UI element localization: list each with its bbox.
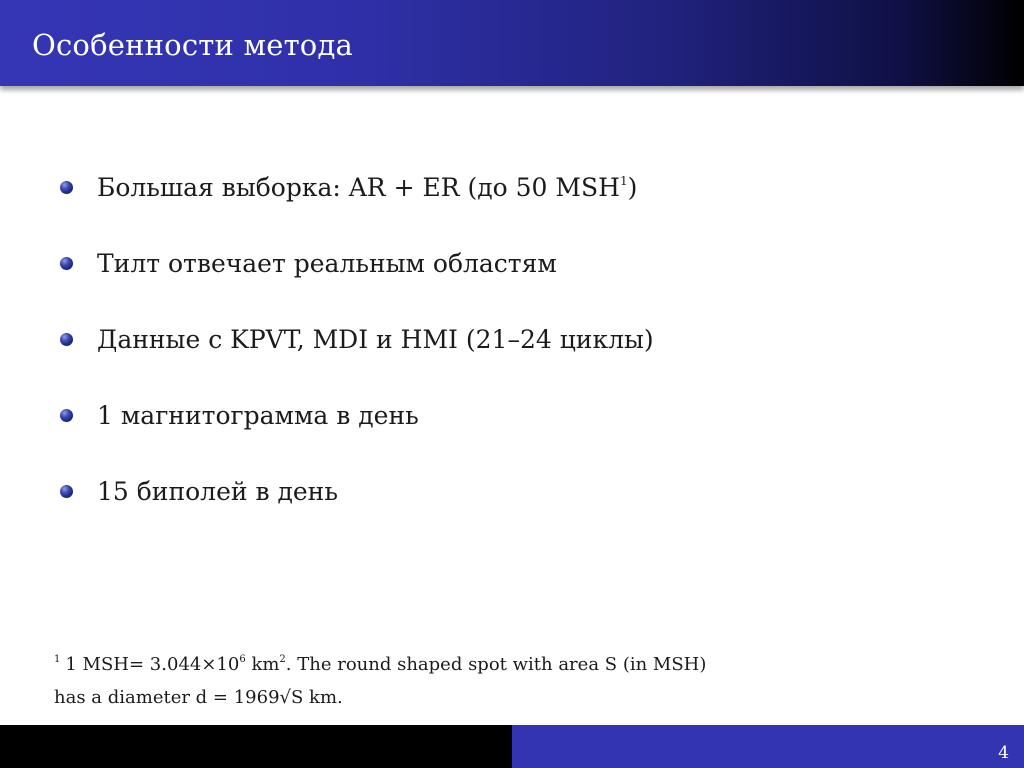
list-item-text: Тилт отвечает реальным областям xyxy=(97,249,557,278)
times-sign: × xyxy=(201,654,217,675)
footnote-mark: 1 xyxy=(54,654,61,665)
list-item-text: 1 магнитограмма в день xyxy=(97,401,419,430)
footnote-ref[interactable]: 1 xyxy=(619,173,628,188)
ball-bullet-icon xyxy=(60,257,73,270)
list-item-text: Данные с KPVT, MDI и HMI (21–24 циклы) xyxy=(97,325,654,354)
title-bar xyxy=(0,0,1024,86)
list-item-text: Большая выборка: AR + ER (до 50 MSH$^1$) xyxy=(97,173,638,202)
footer-right-bar xyxy=(512,725,1024,768)
ball-bullet-icon xyxy=(60,181,73,194)
footnote xyxy=(54,648,706,714)
footnote-line-2: has a diameter d = 1969√S km. xyxy=(54,687,343,708)
ball-bullet-icon xyxy=(60,485,73,498)
footer-left-bar xyxy=(0,725,512,768)
ball-bullet-icon xyxy=(60,333,73,346)
page-number: 4 xyxy=(998,743,1009,763)
list-item-text: 15 биполей в день xyxy=(97,477,338,506)
footnote-line-1: $^1$ 1 $MSH= 3.044\times 10^6$ $km^2$. The round shaped spot with area S (in MSH) xyxy=(54,654,707,675)
ball-bullet-icon xyxy=(60,409,73,422)
slide-title: Особенности метода xyxy=(32,28,354,62)
